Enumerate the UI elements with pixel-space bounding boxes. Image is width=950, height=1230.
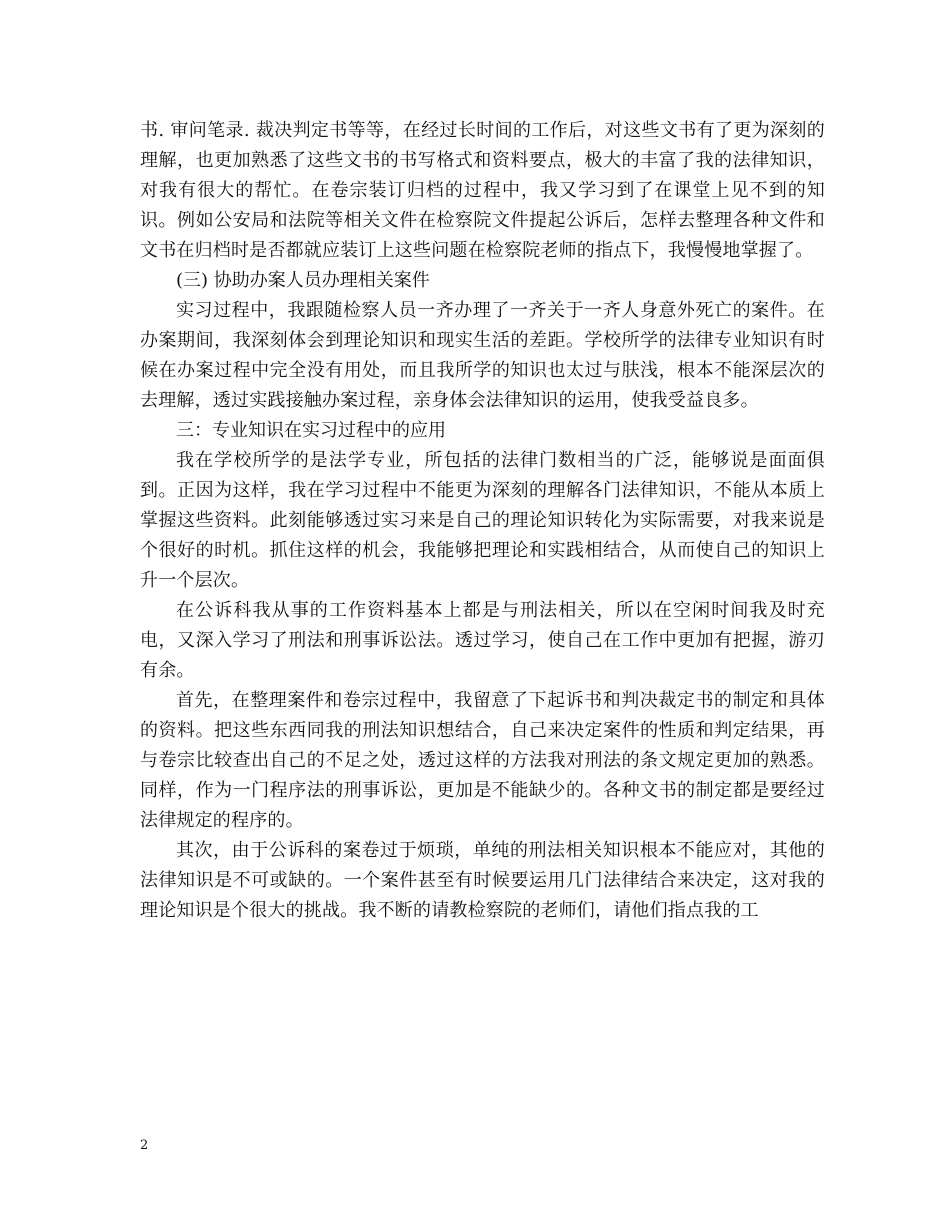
section-heading-knowledge-application: 三：专业知识在实习过程中的应用 [176, 420, 446, 441]
document-body [140, 116, 825, 926]
paragraph-continuation: 书. 审问笔录. 裁决判定书等等，在经过长时间的工作后，对这些文书有了更为深刻的理解，也更加熟悉了这些文书的书写格式和资料要点，极大的丰富了我的法律知识，对我有很大的帮忙。在卷宗装订归档的过程中，我又学习到了在课堂上见不到的知识。例如公安局和法院等相关文件在检察院文件提起公诉后，怎样去整理各种文件和文书在归档时是否都就应装订上这些问题在检察院老师的指点下，我慢慢地掌握了。 [140, 120, 825, 261]
page-number: 2 [140, 1138, 149, 1153]
section-heading-assist-case-handling: (三) 协助办案人员办理相关案件 [176, 270, 430, 291]
paragraph-secondly: 其次，由于公诉科的案卷过于烦琐，单纯的刑法相关知识根本不能应对，其他的法律知识是不可或缺的。一个案件甚至有时候要运用几门法律结合来决定，这对我的理论知识是个很大的挑战。我不断的请教检察院的老师们，请他们指点我的工 [140, 840, 825, 921]
paragraph-case-experience: 实习过程中，我跟随检察人员一齐办理了一齐关于一齐人身意外死亡的案件。在办案期间，我深刻体会到理论知识和现实生活的差距。学校所学的法律专业知识有时候在办案过程中完全没有用处，而且我所学的知识也太过与肤浅，根本不能深层次的去理解，透过实践接触办案过程，亲身体会法律知识的运用，使我受益良多。 [140, 300, 825, 411]
paragraph-law-major: 我在学校所学的是法学专业，所包括的法律门数相当的广泛，能够说是面面俱到。正因为这样，我在学习过程中不能更为深刻的理解各门法律知识，不能从本质上掌握这些资料。此刻能够透过实习来是自己的理论知识转化为实际需要，对我来说是个很好的时机。抓住这样的机会，我能够把理论和实践相结合，从而使自己的知识上升一个层次。 [140, 450, 825, 591]
paragraph-prosecution-work: 在公诉科我从事的工作资料基本上都是与刑法相关，所以在空闲时间我及时充电，又深入学习了刑法和刑事诉讼法。透过学习，使自己在工作中更加有把握，游刃有余。 [140, 600, 825, 681]
paragraph-firstly: 首先，在整理案件和卷宗过程中，我留意了下起诉书和判决裁定书的制定和具体的资料。把这些东西同我的刑法知识想结合，自己来决定案件的性质和判定结果，再与卷宗比较查出自己的不足之处，透过这样的方法我对刑法的条文规定更加的熟悉。同样，作为一门程序法的刑事诉讼，更加是不能缺少的。各种文书的制定都是要经过法律规定的程序的。 [140, 690, 825, 831]
